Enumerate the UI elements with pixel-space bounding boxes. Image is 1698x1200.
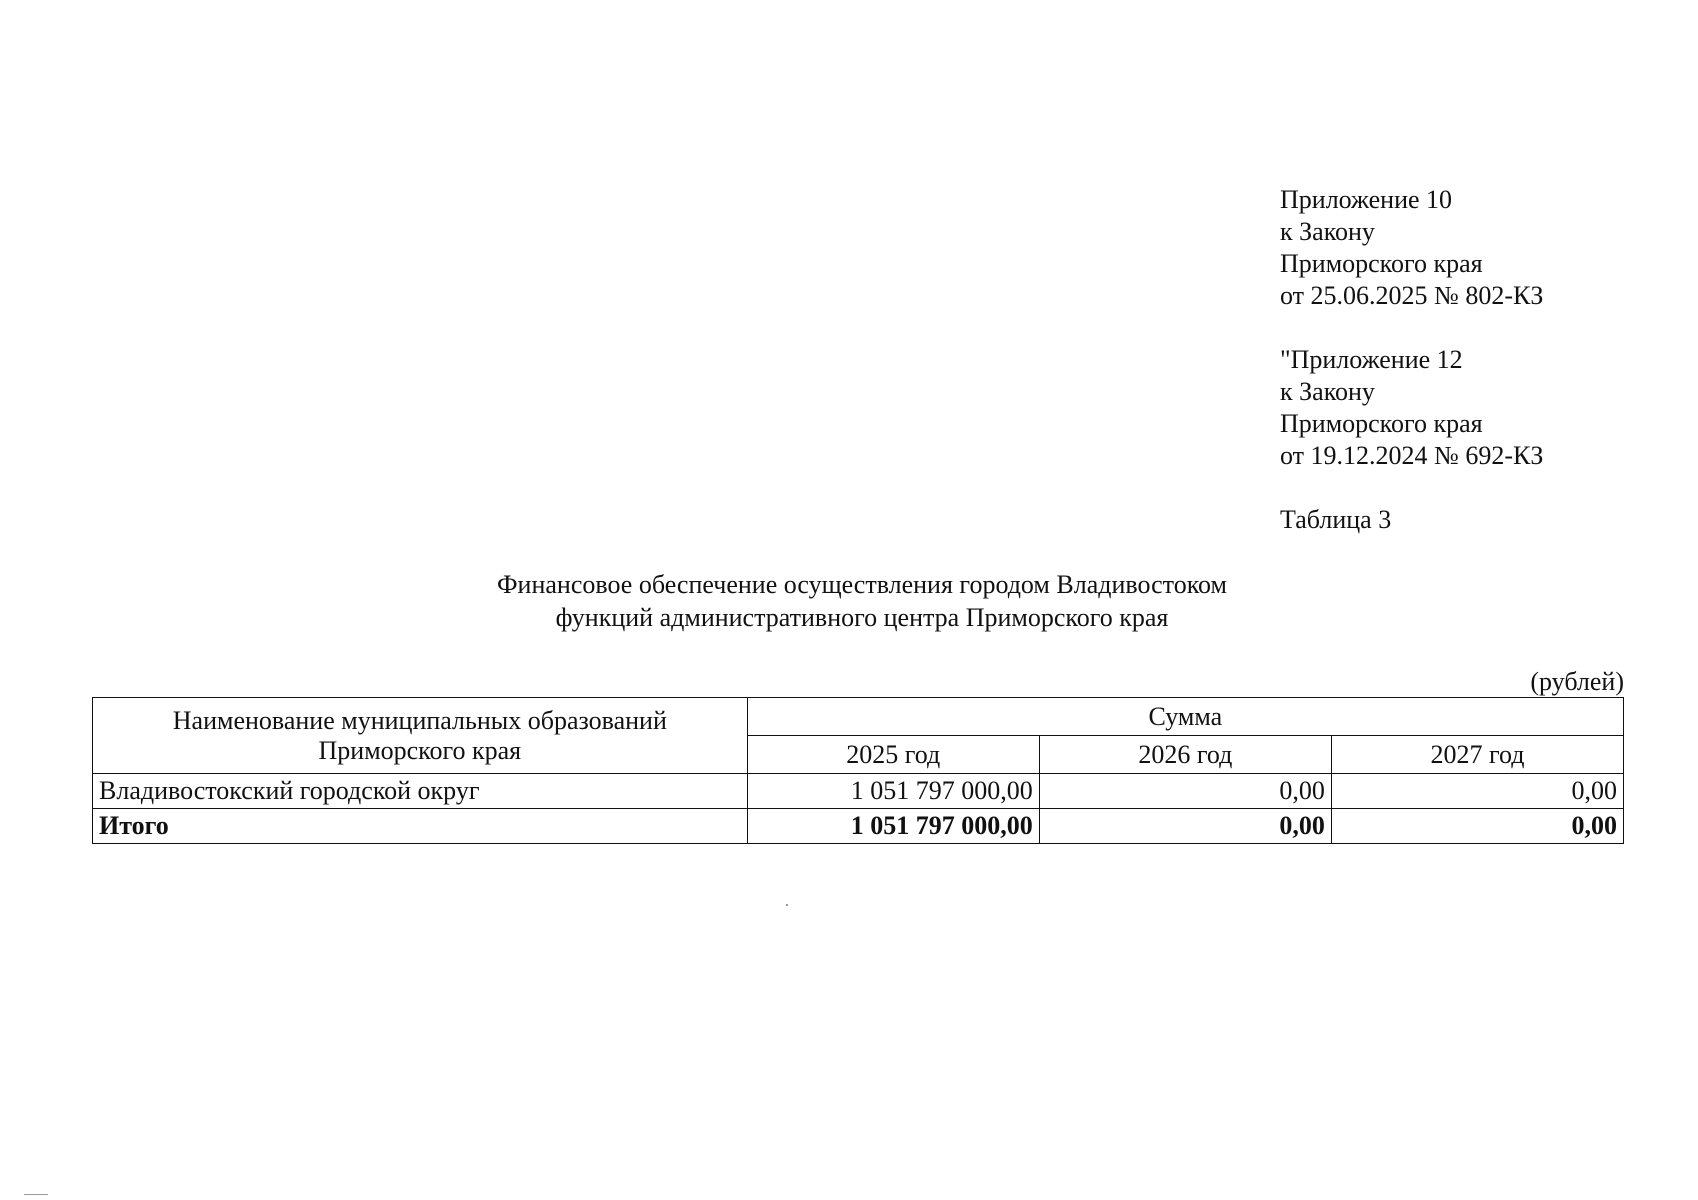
appendix-12-reference: [1280, 344, 1543, 472]
appendix-12-line-2: к Закону: [1280, 377, 1375, 406]
total-value-2025: 1 051 797 000,00: [747, 809, 1039, 844]
scan-speck: [786, 904, 788, 906]
header-year-2026: 2026 год: [1039, 736, 1331, 774]
appendix-12-line-4: от 19.12.2024 № 692-КЗ: [1280, 441, 1544, 470]
document-title-line-2: функций административного центра Приморского края: [555, 603, 1169, 632]
table-total-row: [93, 809, 1624, 844]
header-sum: Сумма: [747, 698, 1623, 736]
scan-edge-mark: [24, 1194, 48, 1195]
appendix-10-line-1: Приложение 10: [1280, 185, 1453, 214]
row-value-2026: 0,00: [1039, 774, 1331, 809]
table-header-row-1: [93, 698, 1624, 736]
total-label: Итого: [93, 809, 748, 844]
row-municipality-name: Владивостокский городской округ: [93, 774, 748, 809]
row-value-2027: 0,00: [1331, 774, 1623, 809]
row-value-2025: 1 051 797 000,00: [747, 774, 1039, 809]
header-municipality-name: Наименование муниципальных образований Приморского края: [93, 698, 748, 774]
appendix-10-reference: [1280, 184, 1543, 312]
appendix-10-line-3: Приморского края: [1280, 249, 1483, 278]
table-row: [93, 774, 1624, 809]
header-year-2025: 2025 год: [747, 736, 1039, 774]
appendix-12-line-3: Приморского края: [1280, 409, 1483, 438]
units-label: (рублей): [1530, 667, 1624, 696]
appendix-10-line-4: от 25.06.2025 № 802-КЗ: [1280, 281, 1544, 310]
header-year-2027: 2027 год: [1331, 736, 1623, 774]
total-value-2026: 0,00: [1039, 809, 1331, 844]
table-number: Таблица 3: [1280, 505, 1392, 534]
appendix-12-line-1: "Приложение 12: [1280, 345, 1463, 374]
total-value-2027: 0,00: [1331, 809, 1623, 844]
financing-table: [92, 697, 1624, 844]
document-title: [0, 568, 1698, 634]
appendix-10-line-2: к Закону: [1280, 217, 1375, 246]
document-title-line-1: Финансовое обеспечение осуществления городом Владивостоком: [497, 570, 1227, 599]
